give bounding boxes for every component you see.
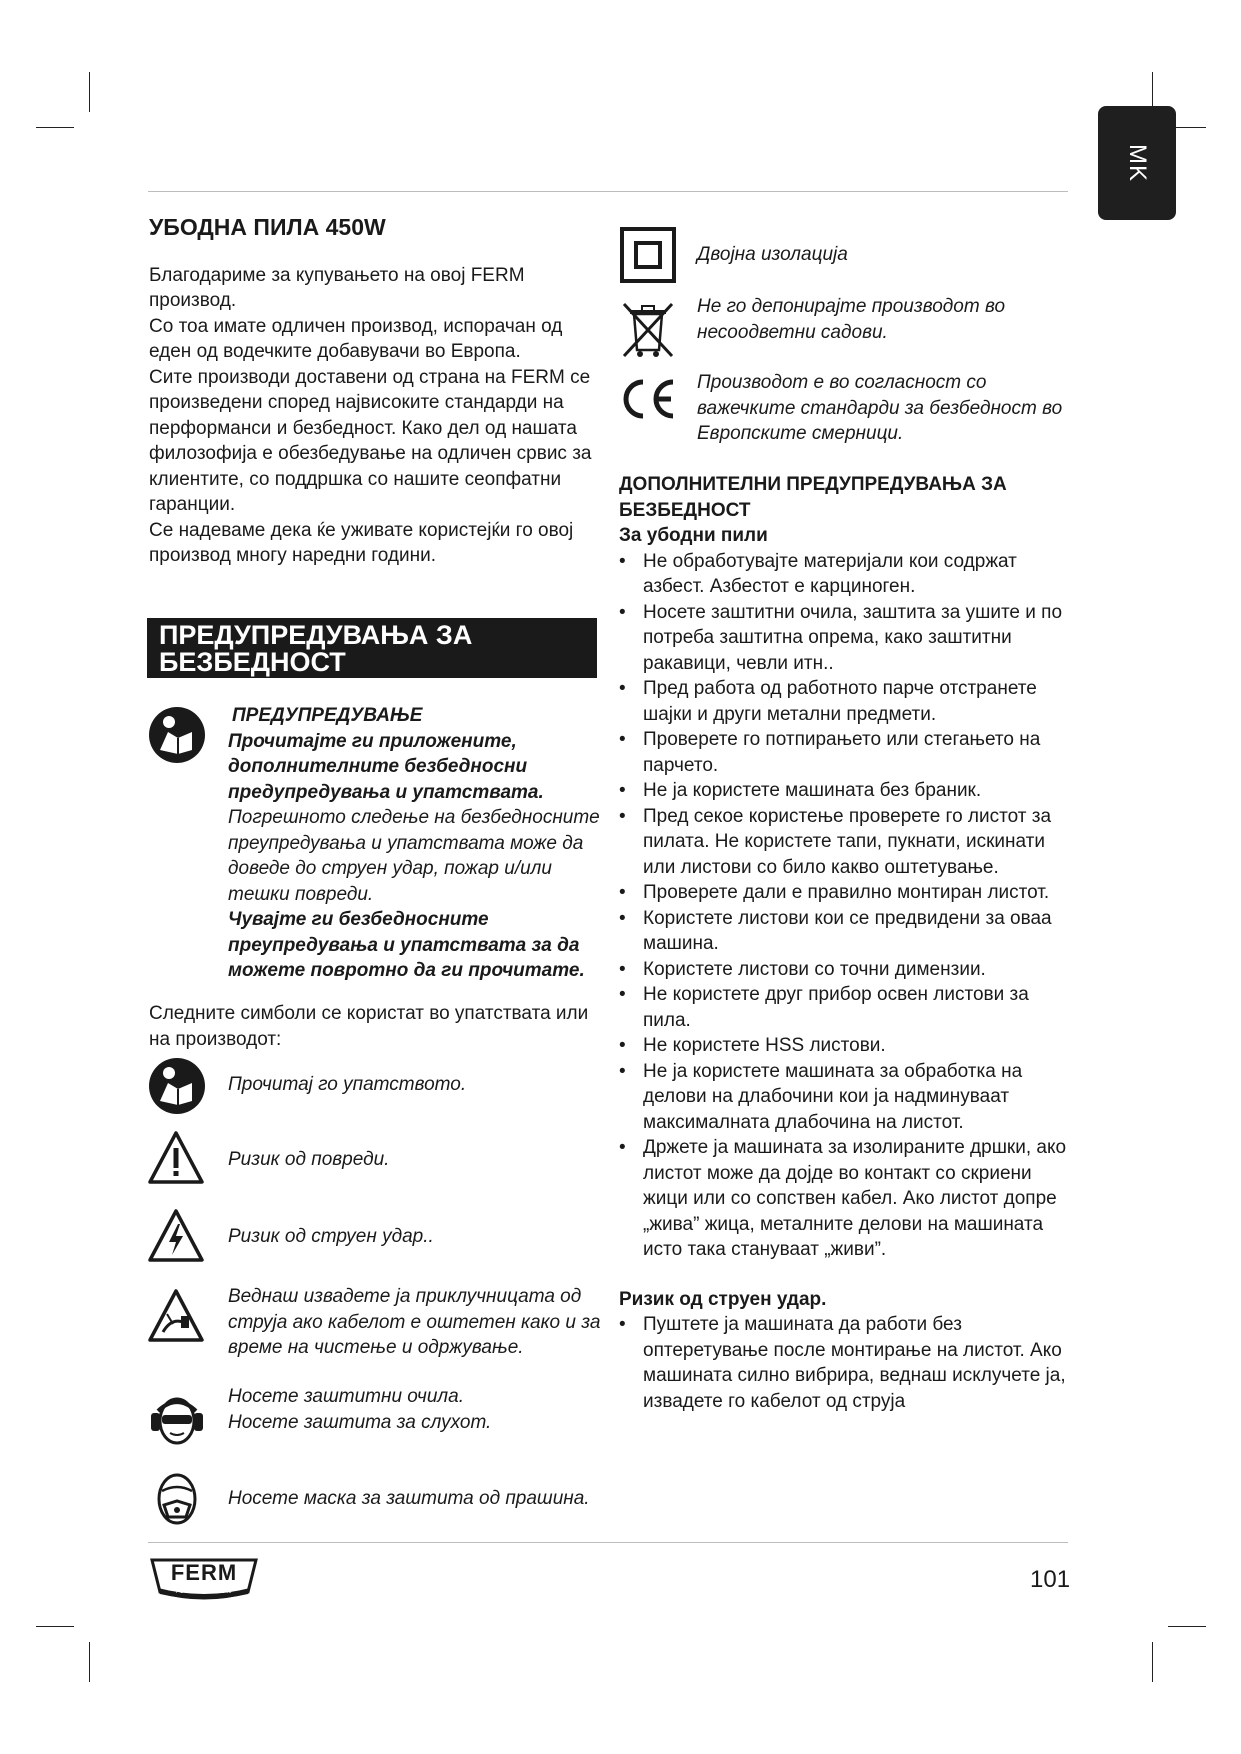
- symbol-text-line: Носете заштита за слухот.: [228, 1411, 492, 1433]
- symbol-text: [228, 1384, 613, 1435]
- footer-rule: [148, 1542, 1068, 1543]
- symbol-text: Веднаш извадете ја приклучницата од струја ако кабелот е оштетен како и за време на чистење и одржување.: [228, 1286, 601, 1358]
- goggles-earmuffs-icon: [147, 1390, 207, 1450]
- crop-mark: [36, 1626, 74, 1627]
- shock-bullet-list: [619, 1312, 1074, 1414]
- list-item: • Не користете друг прибор освен листови за пила.: [619, 984, 1029, 1031]
- list-item: • Пред работа од работното парче отстранете шајки и други метални предмети.: [619, 678, 1037, 725]
- ferm-logo-subtext: POWER SINCE 1949: [175, 1589, 233, 1595]
- symbol-text: Не го депонирајте производот во несоодветни садови.: [697, 296, 1006, 343]
- symbols-intro-text: Следните симболи се користат во упатствата или на производот:: [149, 1003, 589, 1050]
- intro-paragraph: Сите производи доставени од страна на FERM се произведени според највисоките стандарди на перформанси и безбедност. Како дел од нашата филозофија е обезбедување на одличен срвис за клиентите, со поддршка со нашите сеопфатни гаранции.: [149, 366, 592, 515]
- symbol-text-line: Носете заштитни очила.: [228, 1386, 464, 1407]
- warning-triangle-icon: [147, 1128, 205, 1188]
- crop-mark: [36, 127, 74, 128]
- list-item: • Не ја користете машината за обработка на делови на длабочини кои ја надминуваат максималната длабочина на листот.: [619, 1060, 1023, 1133]
- warning-bold-text: Чувајте ги безбедносните преупредувања и упатствата за да можете повротно да ги прочитате.: [228, 909, 585, 981]
- crop-mark: [1152, 1642, 1153, 1682]
- weee-bin-icon: [619, 299, 677, 361]
- ferm-logo-text: FERM: [170, 1560, 238, 1585]
- crop-mark: [1168, 1626, 1206, 1627]
- extra-safety-heading: ДОПОЛНИТЕЛНИ ПРЕДУПРЕДУВАЊА ЗА БЕЗБЕДНОСТ: [619, 474, 1007, 521]
- list-item: • Пуштете ја машината да работи без оптеретување после монтирање на листот. Ако машината силно вибрира, веднаш исклучете ја, извадете го кабелот од струја: [619, 1314, 1066, 1412]
- page-title: УБОДНА ПИЛА 450W: [149, 214, 386, 240]
- section-title-line2: БЕЗБЕДНОСТ: [159, 647, 346, 677]
- right-column: [619, 472, 1074, 1414]
- list-item: • Носете заштитни очила, заштита за ушите и по потреба заштитна опрема, како заштитни ракавици, чевли итн..: [619, 601, 1063, 674]
- list-item: • Пред секое користење проверете го листот за пилата. Не користете тапи, пукнати, искинати или листови со било какво оштетување.: [619, 805, 1052, 878]
- left-column: [149, 215, 609, 569]
- symbol-text: Производот е во согласност со важечките стандарди за безбедност во Европските смерници.: [697, 372, 1063, 444]
- section-band: [147, 618, 597, 678]
- read-manual-icon: [147, 705, 207, 765]
- dust-mask-icon: [147, 1468, 207, 1528]
- symbol-text: Ризик од струен удар..: [228, 1226, 434, 1247]
- list-item: • Проверете дали е правилно монтиран листот.: [619, 882, 1050, 903]
- jigsaw-bullet-list: [619, 549, 1074, 1263]
- list-item: • Држете ја машината за изолираните дршки, ако листот може да дојде во контакт со скриени жици или со сопствен кабел. Ако листот допре „жива” жица, металните делови на машината исто така стануваат „живи”.: [619, 1137, 1067, 1260]
- ferm-logo: [148, 1558, 260, 1600]
- shock-heading: Ризик од струен удар.: [619, 1288, 827, 1310]
- symbol-text: Прочитај го упатството.: [228, 1074, 467, 1095]
- crop-mark: [89, 1642, 90, 1682]
- list-item: • Не користете HSS листови.: [619, 1035, 886, 1056]
- symbol-text: Ризик од повреди.: [228, 1149, 390, 1170]
- jigsaw-subheading: За убодни пили: [619, 525, 768, 546]
- symbols-intro: [149, 1001, 609, 1052]
- symbol-text: Двојна изолација: [697, 244, 848, 265]
- warning-block: [228, 703, 613, 984]
- list-item: • Користете листови кои се предвидени за оваа машина.: [619, 907, 1052, 954]
- list-item: • Користете листови со точни димензии.: [619, 958, 986, 980]
- page-number: 101: [1030, 1566, 1071, 1593]
- intro-paragraph: Благодариме за купувањето на овој FERM производ.: [149, 264, 525, 311]
- ce-mark-icon: [619, 374, 677, 424]
- language-tab: [1098, 106, 1176, 220]
- unplug-icon: [147, 1286, 205, 1346]
- warning-heading: ПРЕДУПРЕДУВАЊЕ: [232, 705, 423, 726]
- list-item: • Не обработувајте материјали кои содржат азбест. Азбестот е карциноген.: [619, 550, 1017, 597]
- language-tab-label: MK: [1124, 144, 1151, 182]
- symbol-text: Носете маска за заштита од прашина.: [228, 1488, 590, 1509]
- intro-paragraph: Со тоа имате одличен производ, испорачан од еден од водечките добавувачи во Европа.: [149, 315, 563, 362]
- double-insulation-icon: [619, 226, 677, 284]
- header-rule: [148, 191, 1068, 192]
- warning-text: Погрешното следење на безбедносните преупредувања и упатствата може да доведе до струен удар, пожар и/или тешки повреди.: [228, 807, 600, 905]
- electric-shock-icon: [147, 1206, 205, 1266]
- crop-mark: [89, 72, 90, 112]
- intro-paragraph: Се надеваме дека ќе уживате користејќи го овој производ многу наредни години.: [149, 519, 574, 566]
- list-item: • Проверете го потпирањето или стегањето на парчето.: [619, 729, 1041, 776]
- warning-bold-text: Прочитајте ги приложените, дополнителните безбедносни предупредувања и упатствата.: [228, 730, 544, 803]
- section-title-line1: ПРЕДУПРЕДУВАЊА ЗА: [159, 620, 473, 650]
- list-item: • Не ја користете машината без браник.: [619, 780, 982, 801]
- read-manual-icon: [147, 1056, 207, 1116]
